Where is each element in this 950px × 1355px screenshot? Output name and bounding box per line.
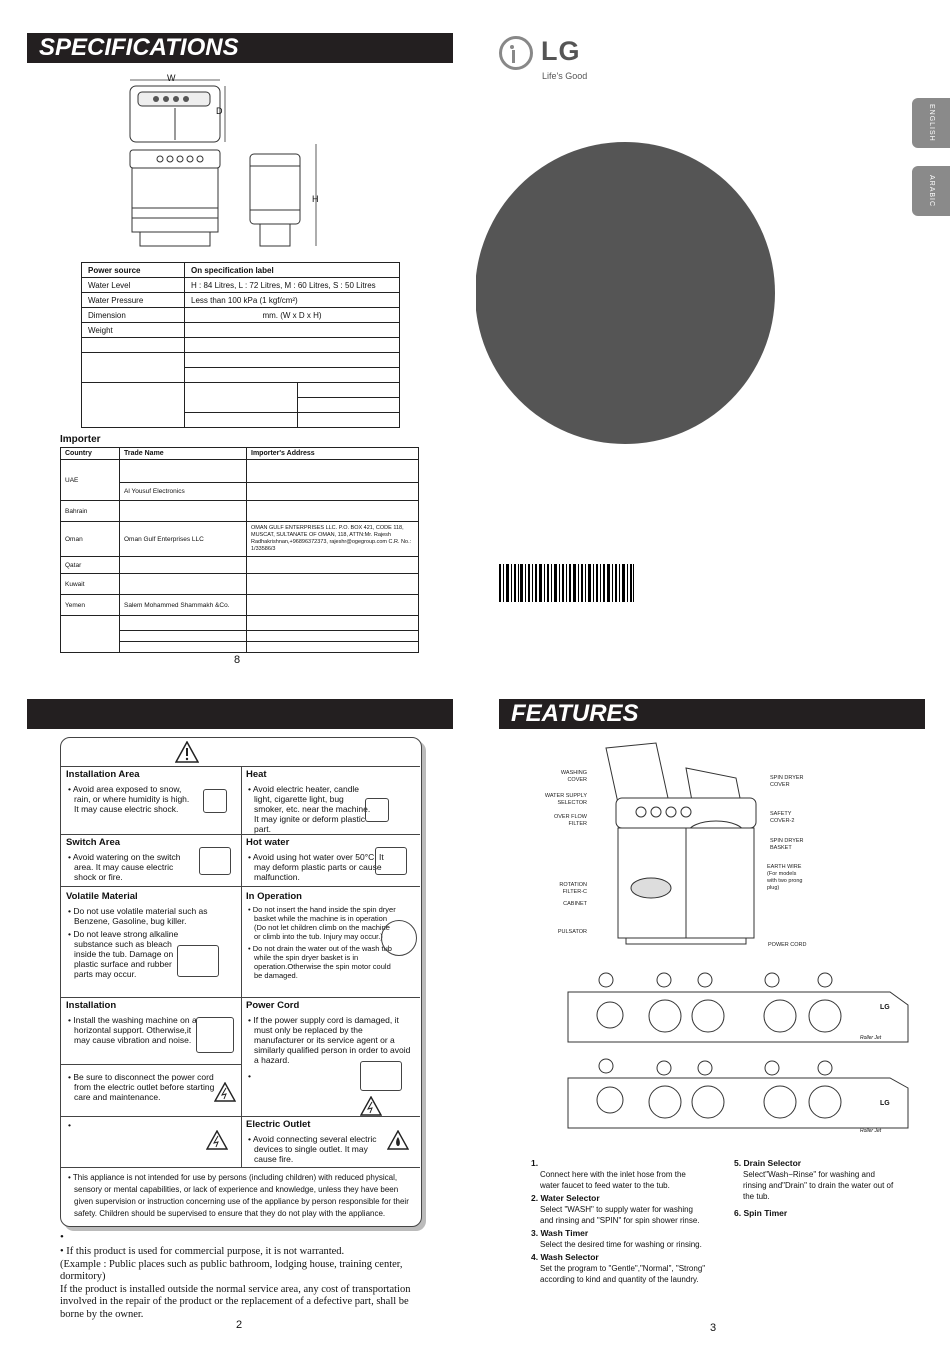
table-row [82, 308, 400, 323]
table-row: Kuwait [61, 574, 419, 595]
table-row: Oman Oman Gulf Enterprises LLC OMAN GULF ENTERPRISES LLC. P.O. BOX 421, CODE 118, MUSCAT, SULTANATE OF OMAN, 118, ATTN:Mr. Rajesh Radhakrishnan,+96896372373, rajeshr@ogegroup.com C.R. No.: 1/33586/3 [61, 522, 419, 557]
warnings-footer: • This appliance is not intended for use by persons (including children) with reduced physical, sensory or mental capabilities, or lack of experience and knowledge, unless they have been given supervision or instruction concerning use of the appliance by person responsible for their safety. Children should be supervised to ensure that they do not play with the appliance. [68, 1173, 409, 1218]
warning-heat: Heat • Avoid electric heater, candle light, cigarette light, bug smoker, etc. near the machine. It may ignite or deform plastic part. [246, 769, 371, 834]
spec-label: Water Pressure [82, 293, 185, 308]
panel-brand: Roller Jet [860, 1035, 882, 1041]
table-row: Al Yousuf Electronics [61, 483, 419, 501]
importer-table [60, 447, 419, 653]
col-address: Importer's Address [247, 448, 419, 460]
panel-logo: LG [880, 1100, 890, 1107]
spec-value: H : 84 Litres, L : 72 Litres, M : 60 Litres, S : 50 Litres [185, 278, 400, 293]
label-safety-cover: SAFETY COVER-2 [770, 811, 795, 824]
switch-area-icon [199, 847, 231, 875]
label-water-supply-selector: WATER SUPPLY SELECTOR [544, 793, 587, 806]
warning-switch-area: Switch Area • Avoid watering on the switch area. It may cause electric shock or fire. [66, 837, 181, 882]
table-row [82, 278, 400, 293]
tab-arabic[interactable]: ARABIC [912, 166, 950, 216]
spec-value: Less than 100 kPa (1 kgf/cm²) [185, 293, 400, 308]
washing-machine-diagram [596, 738, 772, 950]
label-spin-dryer-basket: SPIN DRYER BASKET [770, 838, 804, 851]
features-list-right: 5. Drain Selector Select"Wash−Rinse" for washing and rinsing and"Drain" to drain the water out of the tub. 6. Spin Timer [734, 1158, 894, 1218]
col-country: Country [61, 448, 120, 460]
table-row [82, 323, 400, 338]
fire-warning-icon [387, 1130, 409, 1150]
warnings-header-bar [27, 699, 453, 729]
spec-value: mm. (W x D x H) [185, 308, 400, 323]
notes-bullet: • [60, 1231, 64, 1243]
snow-machine-icon [203, 789, 227, 813]
control-panel-diagram [560, 970, 920, 1130]
table-row [82, 263, 400, 278]
table-row: UAE [61, 460, 419, 483]
hot-water-icon [375, 847, 407, 875]
tab-english[interactable]: ENGLISH [912, 98, 950, 148]
col-trade: Trade Name [120, 448, 247, 460]
heater-machine-icon [365, 798, 389, 822]
dimension-w-label: W [167, 73, 176, 83]
features-title: FEATURES [499, 699, 925, 729]
electric-warning-icon [214, 1082, 236, 1102]
label-rotation-filter: ROTATION FILTER-C [559, 882, 587, 895]
spec-label: Weight [82, 323, 185, 338]
label-spin-dryer-cover: SPIN DRYER COVER [770, 775, 804, 788]
spec-table [81, 262, 400, 428]
spec-value: On specification label [185, 263, 400, 278]
warning-power-cord: Power Cord • If the power supply cord is damaged, it must only be replaced by the manufacturer or its service agent or a similarly qualified person in order to avoid a hazard. • [246, 1000, 411, 1081]
panel-logo: LG [880, 1004, 890, 1011]
power-plug-icon [360, 1061, 402, 1091]
cover-circle [475, 142, 775, 444]
label-power-cord: POWER CORD [768, 942, 807, 948]
label-pulsator: PULSATOR [557, 929, 587, 935]
dimension-h-label: H [312, 194, 319, 204]
spec-label: Power source [82, 263, 185, 278]
dimension-diagram [120, 70, 340, 255]
warning-disconnect: • Be sure to disconnect the power cord from the electric outlet before starting care and maintenance. [68, 1072, 215, 1102]
table-row: Qatar [61, 557, 419, 574]
electric-warning-icon [360, 1096, 382, 1116]
brand-tagline: Life's Good [542, 71, 588, 81]
electric-warning-icon [206, 1130, 228, 1150]
barcode [499, 564, 635, 602]
warning-empty-bullet: • [68, 1120, 71, 1130]
warning-electric-outlet: Electric Outlet • Avoid connecting several electric devices to single outlet. It may cause fire. [246, 1119, 377, 1164]
label-over-flow-filter: OVER FLOW FILTER [553, 814, 587, 827]
spec-label: Dimension [82, 308, 185, 323]
page-number: 2 [236, 1319, 243, 1331]
warning-installation-area: Installation Area • Avoid area exposed to snow, rain, or where humidity is high. It may cause electric shock. [66, 769, 190, 814]
notes-text: • If this product is used for commercial purpose, it is not warranted. (Example : Public places such as public bathroom, lodging house, training center, dormitory) If the product is installed outside the normal service area, any cost of transportation involved in the repair of the product or the replacement of a defective part, shall be borne by the owner. [60, 1246, 411, 1320]
page-number: 3 [710, 1322, 717, 1334]
warning-in-operation: In Operation • Do not insert the hand inside the spin dryer basket while the machine is in operation (Do not let children climb on the machine or climb into the tub. Injury may occur.) • Do not drain the water out of the wash tub while the spin dryer basket is in operation.Otherwise the spin motor could be damaged. [246, 891, 396, 980]
features-list-left: 1. Connect here with the inlet hose from the water faucet to feed water to the tub. 2. Water Selector Select "WASH" to supply water for washing and rinsing and "SPIN" for spin shower rinse. 3. Wash Timer Select the desired time for washing or rinsing. 4. Wash Selector Set the program to "Gentle","Normal", "Strong" according to kind and quantity of the laundry. [531, 1158, 706, 1284]
page-number: 8 [234, 654, 241, 666]
horizontal-support-icon [196, 1017, 234, 1053]
importer-title: Importer [60, 434, 101, 445]
table-row: Bahrain [61, 501, 419, 522]
table-header [61, 448, 419, 460]
table-row [82, 293, 400, 308]
table-row: Yemen Salem Mohammed Shammakh &Co. [61, 595, 419, 616]
spec-title: SPECIFICATIONS [27, 33, 453, 63]
label-washing-cover: WASHING COVER [560, 770, 587, 783]
warning-installation: Installation • Install the washing machine on a horizontal support. Otherwise,it may cause vibration and noise. [66, 1000, 197, 1045]
warning-triangle-icon [175, 741, 199, 763]
spec-label: Water Level [82, 278, 185, 293]
label-earth-wire: EARTH WIRE (For models with two prong plug) [767, 864, 803, 891]
volatile-material-icon [177, 945, 219, 977]
warning-volatile-material: Volatile Material • Do not use volatile material such as Benzene, Gasoline, bug killer. • Do not leave strong alkaline substance such as bleach inside the tub. Damage on plastic surface and rubber parts may occur. [66, 891, 208, 979]
lg-logo-icon [499, 36, 533, 70]
hand-in-basket-icon [381, 920, 417, 956]
panel-brand: Roller Jet [860, 1128, 882, 1134]
lg-logo-text: LG [541, 36, 581, 66]
warning-hot-water: Hot water • Avoid using hot water over 50°C. It may deform plastic parts or cause malfunction. [246, 837, 384, 882]
dimension-d-label: D [216, 106, 223, 116]
label-cabinet: CABINET [563, 901, 587, 907]
